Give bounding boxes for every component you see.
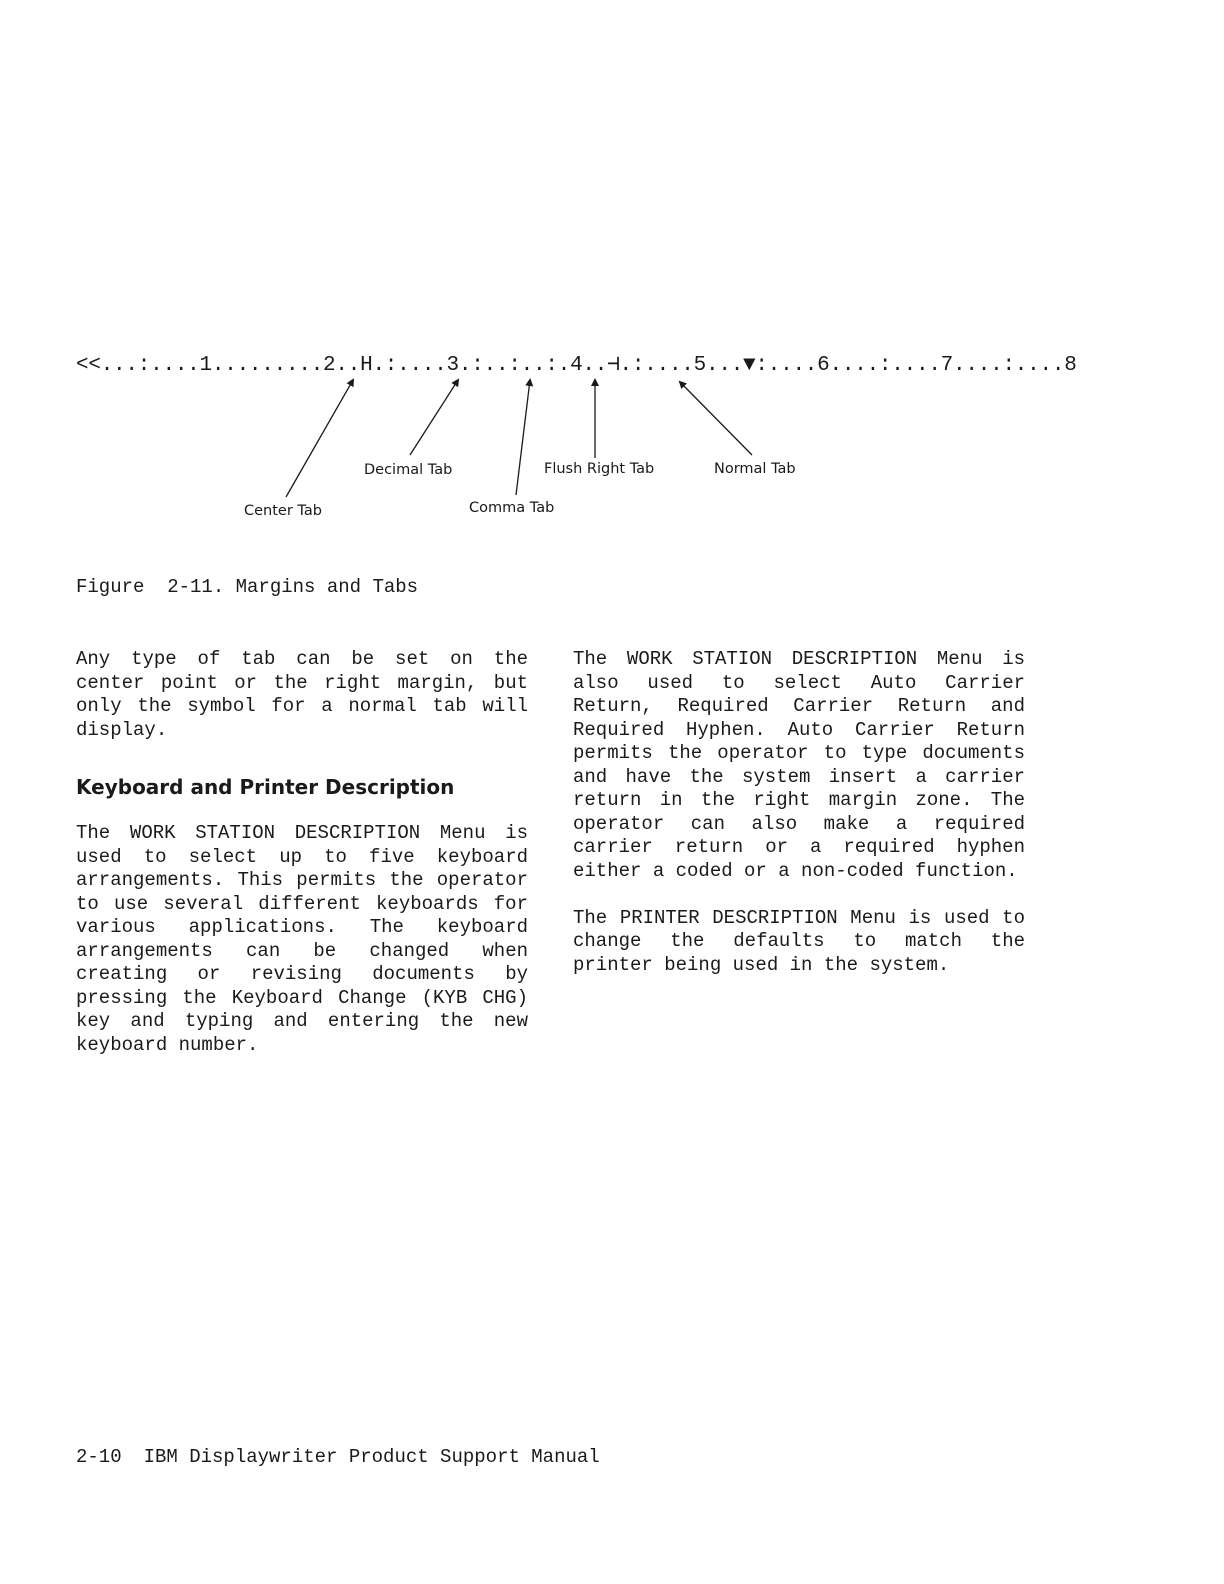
carrier-return-paragraph: The WORK STATION DESCRIPTION Menu is also used to select Auto Carrier Return, Required Carrier Return and Required Hyphen. Auto Carrier Return permits the operator to type documents and have the system insert a carrier return in the right margin zone. The operator can also make a required carrier return or a required hyphen either a coded or a non-coded function. (573, 648, 1025, 882)
tab-note-paragraph: Any type of tab can be set on the center point or the right margin, but only the symbol for a normal tab will display. (76, 648, 528, 741)
center-tab-label: Center Tab (244, 503, 322, 519)
keyboard-paragraph: The WORK STATION DESCRIPTION Menu is used to select up to five keyboard arrangements. This permits the operator to use several different keyboards for various applications. The keyboard arrangements can be changed when creating or revising documents by pressing the Keyboard Change (KYB CHG) key and typing and entering the new keyboard number. (76, 822, 528, 1056)
tab-diagram (0, 0, 1224, 560)
left-column (76, 648, 528, 1081)
page-number: 2-10 (76, 1446, 122, 1468)
flush-right-tab-label: Flush Right Tab (544, 461, 655, 477)
comma-tab-label: Comma Tab (469, 500, 555, 516)
decimal-tab-label: Decimal Tab (364, 462, 453, 478)
center-tab-arrow (286, 380, 353, 497)
page-footer (76, 1446, 600, 1468)
figure-caption: Figure 2-11. Margins and Tabs (76, 576, 419, 598)
right-column (573, 648, 1025, 1001)
comma-tab-arrow (516, 380, 530, 495)
normal-tab-arrow (680, 382, 752, 455)
printer-paragraph: The PRINTER DESCRIPTION Menu is used to change the defaults to match the printer being used in the system. (573, 906, 1025, 976)
manual-title: IBM Displaywriter Product Support Manual (143, 1446, 600, 1468)
normal-tab-label: Normal Tab (714, 461, 796, 477)
decimal-tab-arrow (410, 380, 458, 455)
format-line-ruler: <<...:....1.........2..H.:....3.:..:..:.4..⊣.:....5...▼:....6....:....7....:....8 (76, 354, 1077, 377)
section-heading: Keyboard and Printer Description (76, 775, 455, 799)
